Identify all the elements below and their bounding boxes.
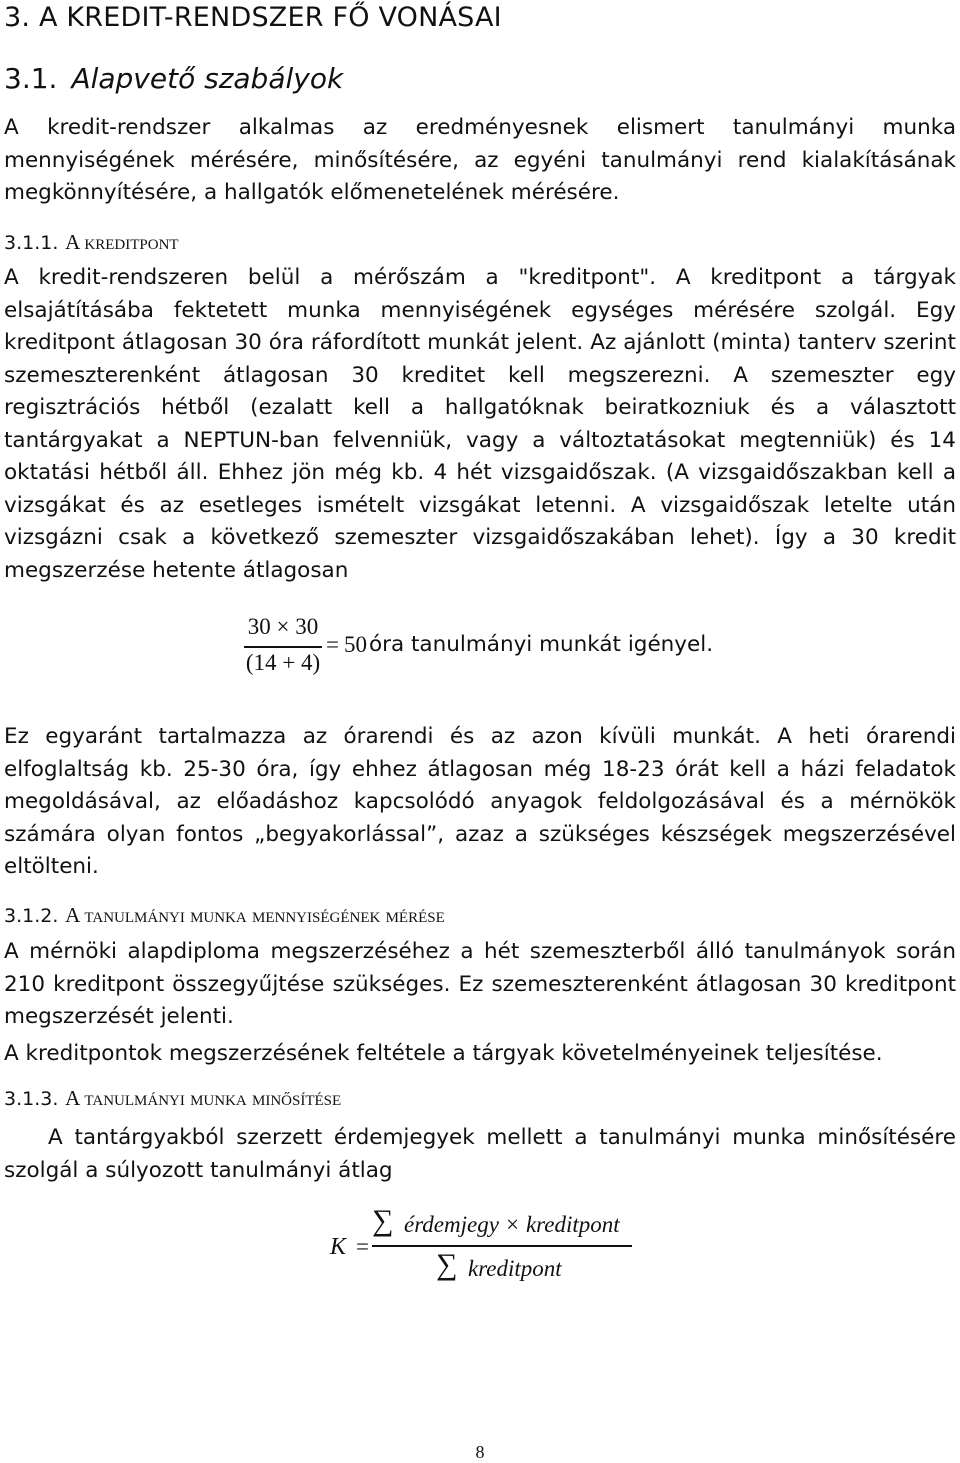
subsection-heading-kreditpont bbox=[4, 230, 956, 255]
section-title: Alapvető szabályok bbox=[71, 62, 344, 95]
section-heading bbox=[4, 62, 956, 95]
eq2-lhs: K bbox=[330, 1234, 347, 1260]
subsection-title: A tanulmányi munka minősítése bbox=[65, 1086, 342, 1110]
eq1-denominator: (14 + 4) bbox=[245, 650, 321, 675]
subsection-heading-minosites bbox=[4, 1086, 956, 1111]
subsection-number: 3.1.1. bbox=[4, 232, 59, 254]
subsection-title: A kreditpont bbox=[65, 230, 179, 254]
page-number: 8 bbox=[475, 1442, 485, 1462]
workload-paragraph: Ez egyaránt tartalmazza az órarendi és az azon kívüli munkát. A heti órarendi elfoglaltság kb. 25-30 óra, így ehhez átlagosan még 18-23 órát kell a házi feladatok megoldásával, az előadáshoz kapcsolódó anyagok feldolgozásával és a mérnökök számára olyan fontos „begyakorlással”, azaz a szükséges készségek megszerzésével eltölteni. bbox=[4, 724, 956, 879]
feltetel-paragraph: A kreditpontok megszerzésének feltétele a tárgyak követelményeinek teljesítése. bbox=[4, 1041, 883, 1066]
eq1-fraction-bar bbox=[244, 646, 322, 648]
eq2-numerator: érdemjegy × kreditpont bbox=[404, 1212, 620, 1237]
mennyiseg-paragraph: A mérnöki alapdiploma megszerzéséhez a hét szemeszterből álló tanulmányok során 210 kreditpont összegyűjtése szükséges. Ez szemeszterenként átlagosan 30 kreditpont megszerzését jelenti. bbox=[4, 939, 956, 1029]
eq2-fraction-bar bbox=[372, 1245, 632, 1247]
chapter-heading: 3. A KREDIT-RENDSZER FŐ VONÁSAI bbox=[4, 2, 502, 33]
eq2-sum-denominator: ∑ bbox=[436, 1248, 458, 1281]
eq1-result: 50 bbox=[344, 632, 367, 657]
section-number: 3.1. bbox=[4, 62, 58, 95]
subsection-number: 3.1.2. bbox=[4, 905, 59, 927]
subsection-title: A tanulmányi munka mennyiségének mérése bbox=[65, 903, 445, 927]
minosites-paragraph: A tantárgyakból szerzett érdemjegyek mellett a tanulmányi munka minősítésére szolgál a súlyozott tanulmányi átlag bbox=[4, 1125, 956, 1183]
eq1-text: óra tanulmányi munkát igényel. bbox=[369, 632, 714, 657]
subsection-number: 3.1.3. bbox=[4, 1088, 59, 1110]
kreditpont-paragraph: A kredit-rendszeren belül a mérőszám a "kreditpont". A kreditpont a tárgyak elsajátításába fektetett munka mennyiségének egységes mérésére szolgál. Egy kreditpont átlagosan 30 óra ráfordított munkát jelent. Az ajánlott (minta) tanterv szerint szemeszterenként átlagosan 30 kreditet kell megszerezni. A szemeszter egy regisztrációs hétből (ezalatt kell a hallgatóknak beiratkozniuk és a választott tantárgyakat a NEPTUN-ban felvenniük, vagy a változtatásokat megtenniük) és 14 oktatási hétből áll. Ehhez jön még kb. 4 hét vizsgaidőszak. (A vizsgaidőszakban kell a vizsgákat és az esetleges ismételt vizsgákat letenni. A vizsgaidőszak letelte után vizsgázni csak a következő szemeszter vizsgaidőszakában lehet). Így a 30 kredit megszerzése hetente átlagosan bbox=[4, 265, 956, 583]
eq2-denominator: kreditpont bbox=[468, 1256, 562, 1281]
eq2-sum-numerator: ∑ bbox=[372, 1204, 394, 1237]
intro-paragraph: A kredit-rendszer alkalmas az eredményesnek elismert tanulmányi munka mennyiségének mérésére, minősítésére, az egyéni tanulmányi rend kialakításának megkönnyítésére, a hallgatók előmenetelének mérésére. bbox=[4, 115, 956, 205]
eq1-numerator: 30 × 30 bbox=[247, 614, 319, 639]
subsection-heading-mennyiseg bbox=[4, 903, 956, 928]
eq2-equals: = bbox=[356, 1234, 369, 1259]
eq1-equals: = bbox=[326, 632, 339, 657]
